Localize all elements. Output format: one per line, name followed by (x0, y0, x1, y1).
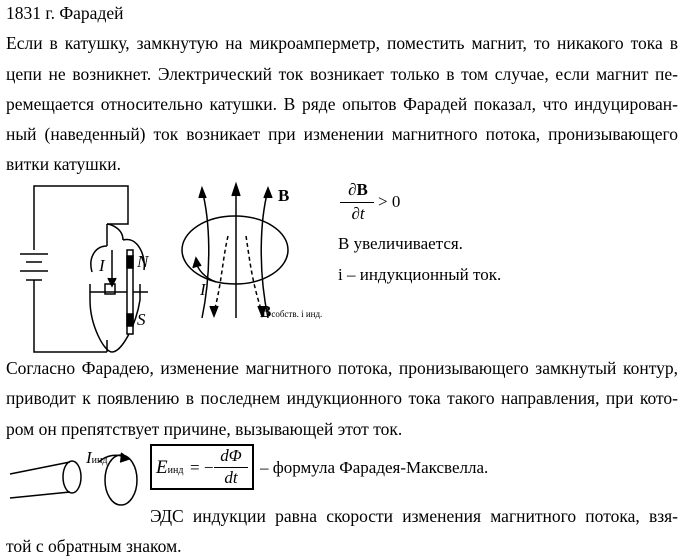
induced-current-label: Iинд (86, 448, 108, 467)
section-heading: 1831 г. Фарадей (6, 3, 124, 23)
paragraph-3-line-1: ЭДС индукции равна скорости изменения магнитного потока, взя- (150, 506, 678, 526)
receiving-loop (105, 455, 137, 505)
field-b-label: B (278, 186, 290, 205)
b-increases-note: B увеличивается. (338, 234, 463, 253)
paragraph-1-line-3: ремещается относительно катушки. В ряде опытов Фарадей показал, что индуцирован- (6, 94, 678, 114)
formula-caption: – формула Фарадея-Максвелла. (260, 458, 489, 477)
paragraph-2-line-2: приводит к появлению в последнем индукционного тока такого направления, при кото- (6, 388, 678, 408)
formula-numerator: dΦ (220, 446, 242, 465)
magnet-north-pole (127, 256, 133, 268)
north-pole-label: N (137, 252, 149, 271)
formula-lhs: Eинд (156, 457, 184, 478)
circuit-wire-lower (34, 288, 107, 352)
paragraph-2-line-3: ром он препятствует причине, вызывающей этот ток. (6, 419, 403, 439)
induced-field-line-1 (214, 236, 228, 312)
condition-relation: > 0 (378, 192, 401, 211)
induced-field-label: Bсобств. i инд. (260, 302, 323, 321)
circuit-wire (34, 186, 128, 250)
induction-current-note: i – индукционный ток. (338, 265, 502, 284)
fraction-bar (340, 202, 374, 203)
formula-equals: = − (190, 458, 214, 477)
formula-denominator: dt (224, 468, 238, 487)
conductive-loop (182, 216, 288, 284)
paragraph-1-line-5: витки катушки. (6, 154, 121, 174)
induced-field-line-2 (246, 236, 262, 312)
paragraph-2-line-1: Согласно Фарадею, изменение магнитного потока, пронизывающего замкнутый контур, (6, 358, 678, 378)
coil-current-label: I (99, 256, 105, 275)
paragraph-1-line-1: Если в катушку, замкнутую на микроамперметр, поместить магнит, то никакого тока в (6, 33, 678, 53)
field-line-3 (261, 190, 268, 318)
derivative-numerator: ∂B (348, 180, 368, 199)
magnet-cylinder (10, 462, 70, 498)
paragraph-1-line-4: ный (наведенный) ток возникает при изменении магнитного потока, пронизывающего (6, 124, 678, 144)
derivative-denominator: ∂t (351, 204, 365, 223)
circuit-figure (20, 186, 148, 352)
loop-field-figure (182, 184, 288, 318)
loop-current-label: I (200, 280, 206, 299)
magnet-loop-figure (10, 453, 137, 505)
magnet-south-pole (127, 314, 133, 326)
paragraph-1-line-2: цепи не возникнет. Электрический ток возникает только в том случае, если магнит пе- (6, 64, 678, 84)
paragraph-3-line-2: той с обратным знаком. (6, 536, 182, 556)
coil-loop (91, 224, 123, 272)
south-pole-label: S (137, 310, 146, 329)
